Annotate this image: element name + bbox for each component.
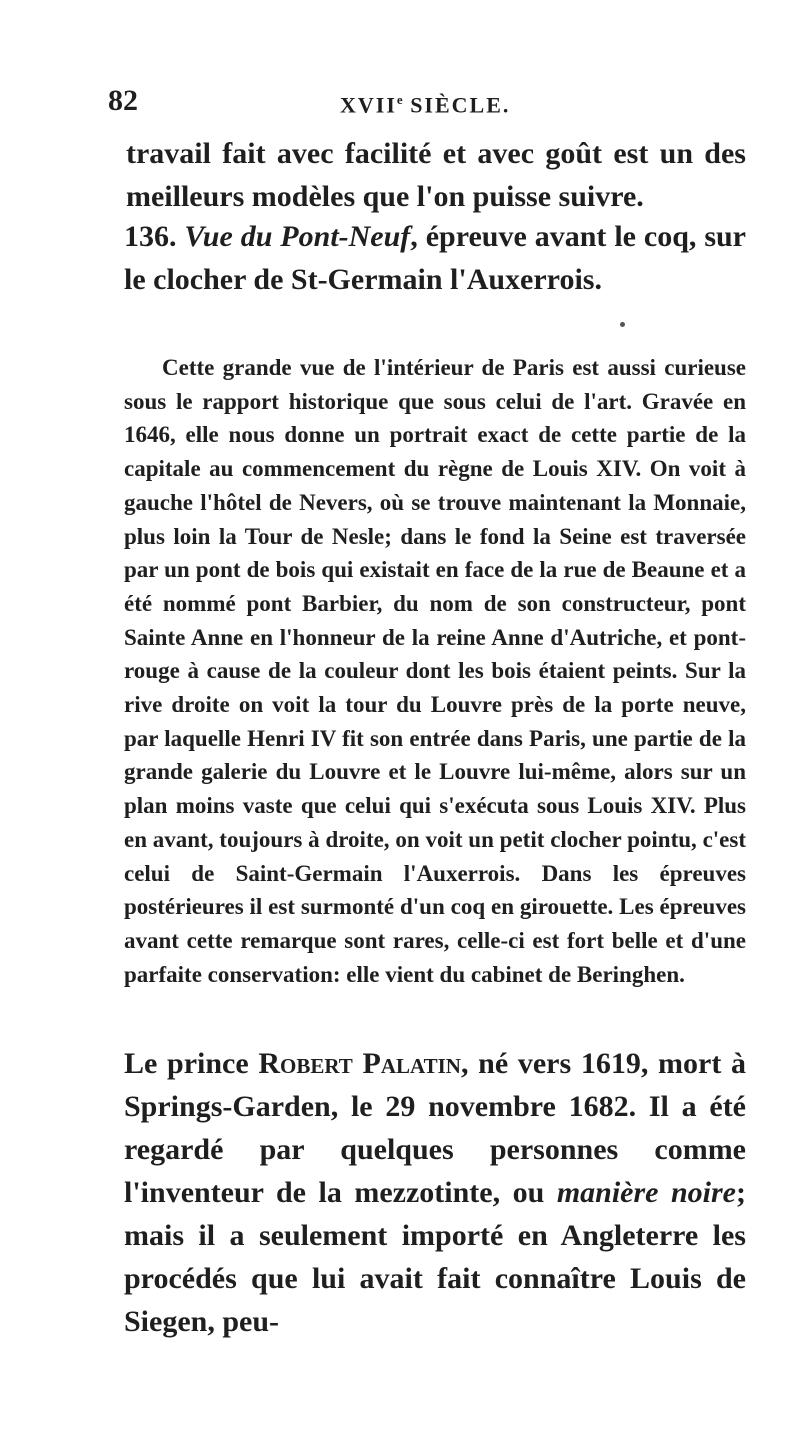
page-number: 82 — [108, 84, 138, 117]
artist-manner: manière noire — [556, 1176, 736, 1209]
intro-paragraph: travail fait avec facilité et avec goût est un des meilleurs modèles que l'on puisse suivre. — [126, 137, 746, 213]
page-header — [108, 84, 748, 124]
artist-lead: Le prince — [124, 1047, 259, 1080]
printing-speck — [620, 322, 625, 327]
running-head — [340, 92, 510, 118]
catalog-entry-136 — [124, 215, 746, 301]
running-head-text: SIÈCLE. — [402, 92, 511, 118]
artist-text-2: ; mais il a seulement importé en Angleterre les procédés que lui avait fait connaître Louis de Siegen, peu- — [124, 1176, 746, 1338]
artist-text-1: , né vers 1619, mort à Springs-Garden, le 29 novembre 1682. Il a été regardé par quelques personnes comme l'inventeur de la mezzotinte, ou — [124, 1047, 746, 1209]
entry-number: 136. — [124, 220, 185, 253]
running-head-century: XVII — [340, 92, 397, 118]
running-head-superscript: e — [396, 92, 403, 107]
artist-biography — [124, 1042, 746, 1343]
artist-name: Robert Palatin — [258, 1047, 461, 1080]
entry-description: , épreuve avant le coq, sur le clocher de St-Germain l'Auxerrois. — [124, 220, 746, 296]
entry-commentary: Cette grande vue de l'intérieur de Paris est aussi curieuse sous le rapport historique que sous celui de l'art. Gravée en 1646, elle nous donne un portrait exact de cette partie de la capitale au commencement du règne de Louis XIV. On voit à gauche l'hôtel de Nevers, où se trouve maintenant la Monnaie, plus loin la Tour de Nesle; dans le fond la Seine est traversée par un pont de bois qui existait en face de la rue de Beaune et a été nommé pont Barbier, du nom de son constructeur, pont Sainte Anne en l'honneur de la reine Anne d'Autriche, et pont-rouge à cause de la couleur dont les bois étaient peints. Sur la rive droite on voit la tour du Louvre près de la porte neuve, par laquelle Henri IV fit son entrée dans Paris, une partie de la grande galerie du Louvre et le Louvre lui-même, alors sur un plan moins vaste que celui qui s'exécuta sous Louis XIV. Plus en avant, toujours à droite, on voit un petit clocher pointu, c'est celui de Saint-Germain l'Auxerrois. Dans les épreuves postérieures il est surmonté d'un coq en girouette. Les épreuves avant cette remarque sont rares, celle-ci est fort belle et d'une parfaite conservation: elle vient du cabinet de Beringhen. — [124, 355, 746, 987]
entry-title: Vue du Pont-Neuf — [184, 220, 411, 253]
